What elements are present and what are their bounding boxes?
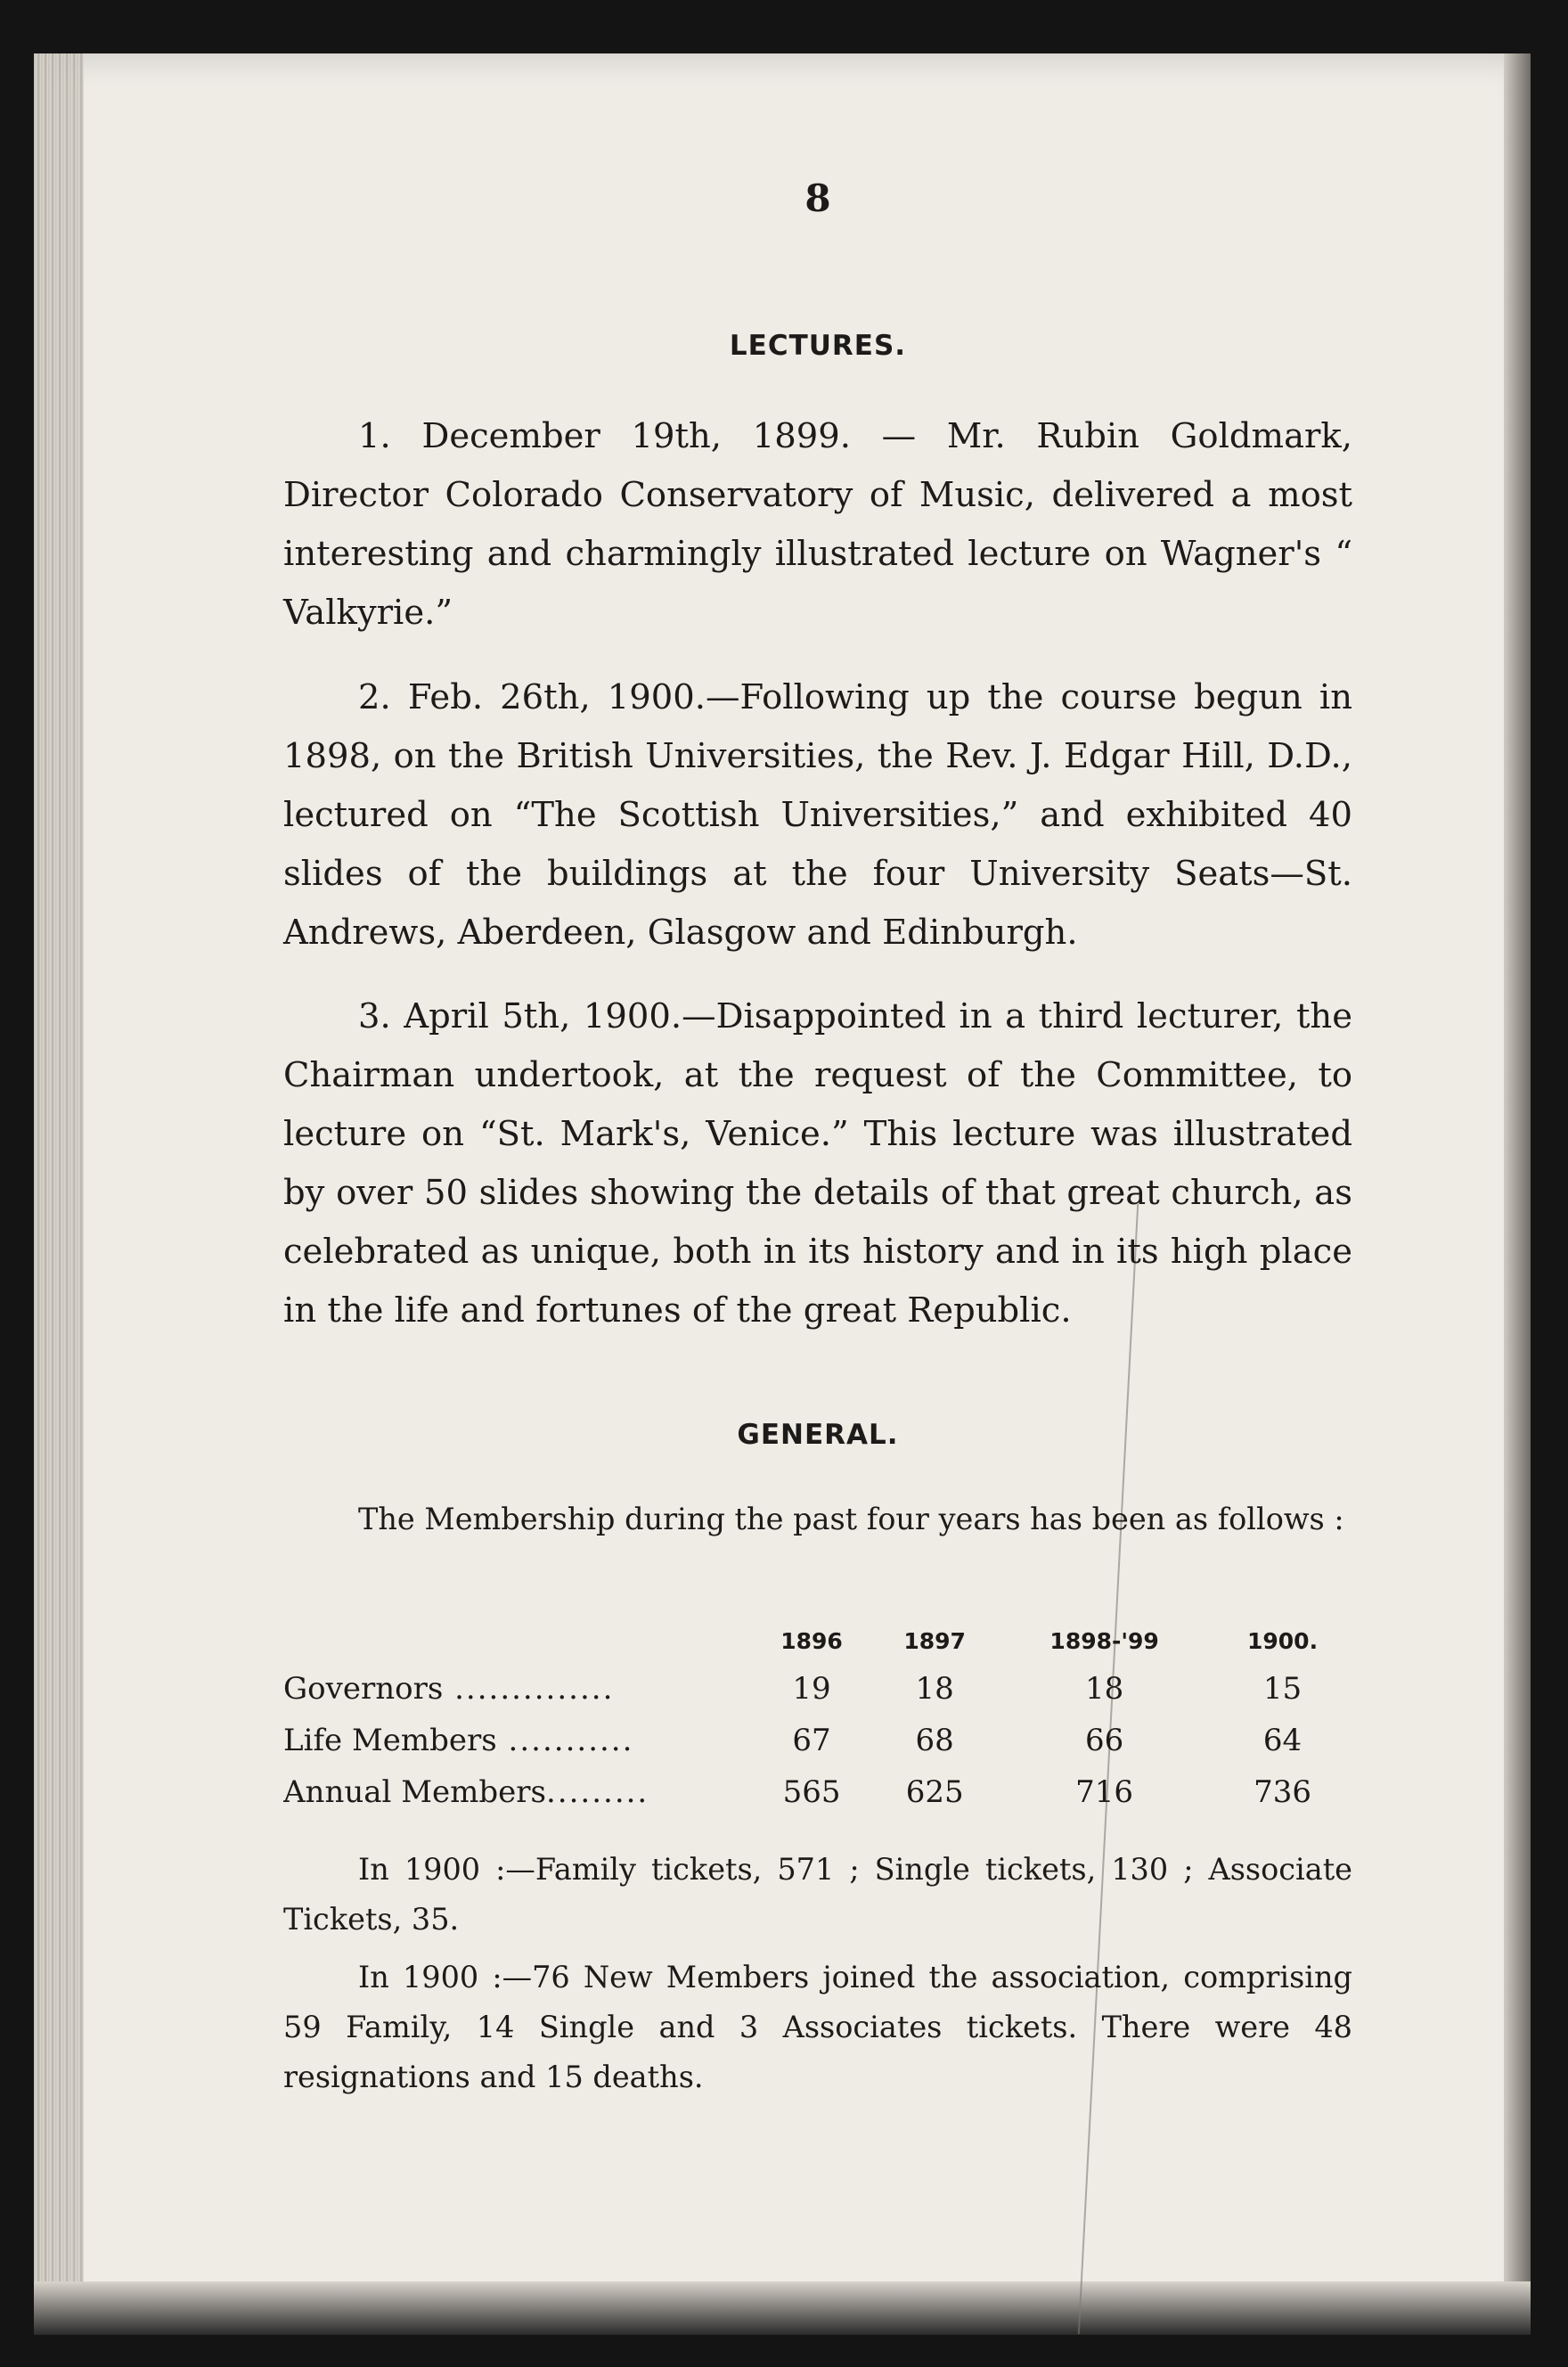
table-cell: 66 [1085, 1723, 1124, 1758]
table-cell: 64 [1262, 1723, 1303, 1758]
lecture-paragraph-3: 3. April 5th, 1900.—Disappointed in a third lecturer, the Chairman undertook, at the request of the Committee, to lecture on “St. Mark's, Venice.” This lecture was illustrated by over 50 slides showing the details of that great church, as celebrated as unique, both in its history and in its high place in the life and fortunes of the great Republic. [283, 996, 1352, 1331]
table-cell: 625 [905, 1774, 964, 1810]
book-page [34, 53, 1531, 2335]
table-cell: 565 [782, 1774, 841, 1810]
lecture-paragraph-1: 1. December 19th, 1899. — Mr. Rubin Goldmark, Director Colorado Conservatory of Music, delivered a most interesting and charmingly illustrated lecture on Wagner's “ Valkyrie.” [283, 416, 1352, 633]
membership-table [283, 1618, 1352, 1818]
page-right-edge [1504, 53, 1531, 2335]
table-cell: 18 [915, 1671, 954, 1707]
table-row [283, 1766, 1352, 1818]
table-cell: 15 [1262, 1671, 1303, 1707]
general-heading: GENERAL. [737, 1419, 899, 1451]
table-cell: 19 [792, 1671, 831, 1707]
column-header: 1900. [1247, 1627, 1319, 1654]
membership-intro: The Membership during the past four years has been as follows : [358, 1502, 1344, 1536]
page-bottom-edge [34, 2281, 1531, 2335]
table-cell: 736 [1254, 1774, 1311, 1810]
new-members-paragraph: In 1900 :—76 New Members joined the association, comprising 59 Family, 14 Single and 3 Associates tickets. There were 48 resignations and 15 deaths. [283, 1960, 1352, 2094]
row-label: Life Members ........... [283, 1723, 634, 1758]
page-number: 8 [804, 176, 831, 220]
header-label-column [283, 1618, 750, 1663]
membership-table-header [283, 1618, 1352, 1663]
row-label: Governors .............. [283, 1671, 615, 1707]
tickets-1900-paragraph: In 1900 :—Family tickets, 571 ; Single tickets, 130 ; Associate Tickets, 35. [283, 1852, 1352, 1937]
table-cell: 68 [915, 1723, 954, 1758]
lecture-paragraph-2: 2. Feb. 26th, 1900.—Following up the course begun in 1898, on the British Universities, the Rev. J. Edgar Hill, D.D., lectured on “The Scottish Universities,” and exhibited 40 slides of the buildings at the four University Seats—St. Andrews, Aberdeen, Glasgow and Edinburgh. [283, 677, 1352, 953]
table-cell: 67 [792, 1723, 831, 1758]
page-binding-edge [34, 53, 84, 2335]
table-cell: 716 [1075, 1774, 1134, 1810]
lectures-heading: LECTURES. [729, 330, 907, 362]
table-row [283, 1715, 1352, 1766]
column-header: 1898-'99 [1049, 1627, 1159, 1654]
table-cell: 18 [1085, 1671, 1124, 1707]
row-label: Annual Members......... [283, 1774, 649, 1810]
column-header: 1897 [903, 1627, 966, 1654]
column-header: 1896 [780, 1627, 843, 1654]
table-row [283, 1663, 1352, 1715]
